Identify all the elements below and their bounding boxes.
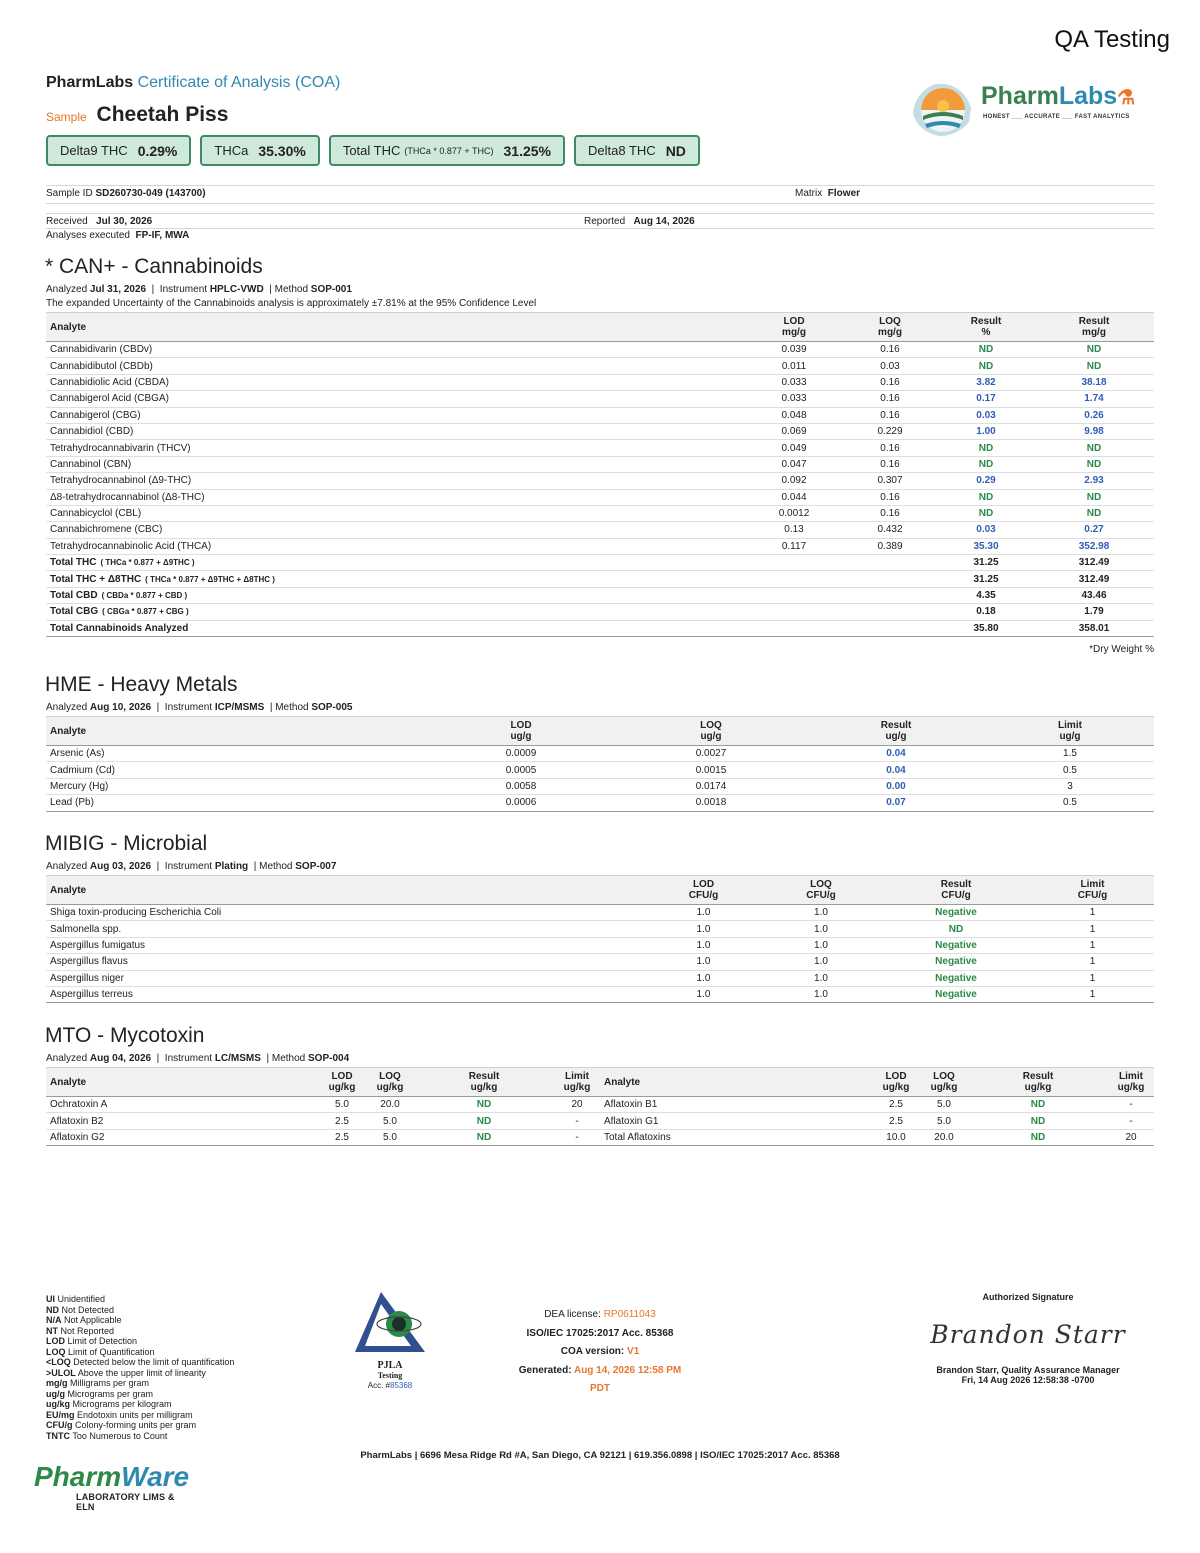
cannabinoids-meta: Analyzed Jul 31, 2026 | Instrument HPLC-VWD | Method SOP-001 [46,284,352,295]
flask-icon: ⚗ [1117,87,1136,109]
heavy-metals-title: HME - Heavy Metals [45,673,238,696]
signature-heading: Authorized Signature [982,1292,1074,1302]
table-row: Cannabidiolic Acid (CBDA) 0.033 0.16 3.82 38.18 [46,374,1154,390]
table-row: Cannabicyclol (CBL) 0.0012 0.16 ND ND [46,505,1154,521]
legend-item: EU/mg Endotoxin units per milligram [46,1409,193,1420]
analyses-row: Analyses executed FP-IF, MWA [46,230,190,241]
qa-testing-label: QA Testing [1054,26,1170,53]
table-row: Aflatoxin G2 2.5 5.0 ND - Total Aflatoxins 10.0 20.0 ND 20 [46,1129,1154,1145]
mycotoxin-table: Analyte LOD ug/kg LOQ ug/kg Result ug/kg Limit ug/kg Analyte LOD ug/kg LOQ ug/kg Result ug/kg Limit ug/kg Ochratoxin A 5.0 20.0 ND 20 Aflatoxin B1 2.5 5.0 ND - Aflatoxin B2 2.5 5.0 ND - Aflatoxin G1 2.5 5.0 ND - Aflatoxin G2 2.5 5.0 ND - Total Aflatoxins 10.0 20.0 ND 20 [46,1067,1154,1146]
certification-block [470,1306,730,1399]
table-row: Cannabinol (CBN) 0.047 0.16 ND ND [46,456,1154,472]
total-row: Total THC + Δ8THC ( THCa * 0.877 + Δ9THC + Δ8THC ) 31.25 312.49 [46,571,1154,587]
total-row: Total CBD ( CBDa * 0.877 + CBD ) 4.35 43.46 [46,587,1154,603]
page-title [46,74,340,92]
table-row: Cadmium (Cd) 0.0005 0.0015 0.04 0.5 [46,762,1154,778]
pjla-acc: Acc. #85368 [367,1381,413,1390]
table-row: Cannabidivarin (CBDv) 0.039 0.16 ND ND [46,342,1154,358]
legend-item: ND Not Detected [46,1304,115,1315]
table-row: Tetrahydrocannabivarin (THCV) 0.049 0.16 ND ND [46,440,1154,456]
heavy-metals-table: Analyte LOD ug/g LOQ ug/g Result ug/g Limit ug/g Arsenic (As) 0.0009 0.0027 0.04 1.5 Cadmium (Cd) 0.0005 0.0015 0.04 0.5 Mercury (Hg) 0.0058 0.0174 0.00 3 Lead (Pb) 0.0006 0.0018 0.07 0.5 [46,716,1154,812]
pharmlabs-seal-icon [905,74,979,140]
table-row: Aspergillus terreus 1.0 1.0 Negative 1 [46,986,1154,1002]
iso-line: ISO/IEC 17025:2017 Acc. 85368 [526,1327,674,1339]
table-row: Cannabidibutol (CBDb) 0.011 0.03 ND ND [46,358,1154,374]
microbial-table: Analyte LOD CFU/g LOQ CFU/g Result CFU/g Limit CFU/g Shiga toxin-producing Escherichia Coli 1.0 1.0 Negative 1 Salmonella spp. 1.0 1.0 ND 1 Aspergillus fumigatus 1.0 1.0 Negative 1 Aspergillus flavus 1.0 1.0 Negative 1 Aspergillus niger 1.0 1.0 Negative 1 Aspergillus terreus 1.0 1.0 Negative 1 [46,875,1154,1003]
legend-item: CFU/g Colony-forming units per gram [46,1420,197,1430]
legend-item: >ULOL Above the upper limit of linearity [46,1367,206,1378]
table-row: Mercury (Hg) 0.0058 0.0174 0.00 3 [46,778,1154,794]
table-row: Tetrahydrocannabinol (Δ9-THC) 0.092 0.307 0.29 2.93 [46,473,1154,489]
sample-name: Cheetah Piss [96,103,229,126]
table-row: Cannabigerol (CBG) 0.048 0.16 0.03 0.26 [46,407,1154,423]
pjla-logo-icon [351,1290,429,1356]
total-row: Total THC ( THCa * 0.877 + Δ9THC ) 31.25 312.49 [46,555,1154,571]
sample-label: Sample [46,110,87,124]
abbreviation-legend [46,1294,234,1441]
logo-labs: Labs [1058,82,1118,110]
table-row: Tetrahydrocannabinolic Acid (THCA) 0.117 0.389 35.30 352.98 [46,538,1154,554]
total-row: Total CBG ( CBGa * 0.877 + CBG ) 0.18 1.79 [46,604,1154,620]
badge-thca: THCa 35.30% [200,135,319,166]
table-header-row: Analyte LOD mg/g LOQ mg/g Result % Result mg/g [46,313,1154,342]
summary-badges [46,135,700,166]
mycotoxin-meta: Analyzed Aug 04, 2026 | Instrument LC/MSMS | Method SOP-004 [46,1053,350,1064]
mycotoxin-title: MTO - Mycotoxin [45,1024,205,1047]
handwritten-signature: Brandon Starr [930,1320,1126,1349]
sample-title [46,103,228,127]
table-row: Aspergillus fumigatus 1.0 1.0 Negative 1 [46,937,1154,953]
signer-name: Brandon Starr, Quality Assurance Manager [936,1365,1120,1375]
badge-total-thc: Total THC (THCa * 0.877 + THC) 31.25% [329,135,565,166]
table-row: Ochratoxin A 5.0 20.0 ND 20 Aflatoxin B1 2.5 5.0 ND - [46,1097,1154,1113]
table-row: Aflatoxin B2 2.5 5.0 ND - Aflatoxin G1 2.5 5.0 ND - [46,1113,1154,1129]
badge-delta8-thc: Delta8 THC ND [574,135,700,166]
table-row: Aspergillus flavus 1.0 1.0 Negative 1 [46,954,1154,970]
cannabinoids-title: * CAN+ - Cannabinoids [45,255,263,278]
generated-tz: PDT [590,1383,610,1394]
heavy-metals-meta: Analyzed Aug 10, 2026 | Instrument ICP/MSMS | Method SOP-005 [46,702,353,713]
table-row: Cannabigerol Acid (CBGA) 0.033 0.16 0.17 1.74 [46,391,1154,407]
table-row: Arsenic (As) 0.0009 0.0027 0.04 1.5 [46,746,1154,762]
logo-tagline: HONEST ___ ACCURATE ___ FAST ANALYTICS [983,114,1130,120]
logo-pharm: Pharm [981,82,1059,110]
table-row: Salmonella spp. 1.0 1.0 ND 1 [46,921,1154,937]
table-row: Δ8-tetrahydrocannabinol (Δ8-THC) 0.044 0.16 ND ND [46,489,1154,505]
table-row: Cannabichromene (CBC) 0.13 0.432 0.03 0.27 [46,522,1154,538]
legend-item: UI Unidentified [46,1294,106,1304]
table-row: Aspergillus niger 1.0 1.0 Negative 1 [46,970,1154,986]
pjla-label: PJLA [377,1360,403,1371]
coa-version: COA version: V1 [560,1346,640,1357]
signature-datetime: Fri, 14 Aug 2026 12:58:38 -0700 [961,1375,1095,1385]
legend-item: NT Not Reported [46,1325,115,1336]
legend-item: LOD Limit of Detection [46,1336,138,1346]
coa-title: Certificate of Analysis (COA) [137,74,341,91]
legend-item: ug/kg Micrograms per kilogram [46,1399,172,1409]
pjla-testing: Testing [377,1371,403,1380]
legend-item: <LOQ Detected below the limit of quantification [46,1357,235,1367]
pjla-accreditation [350,1290,430,1392]
signature-block [920,1292,1136,1385]
badge-delta9-thc: Delta9 THC 0.29% [46,135,191,166]
pharmware-logo: PharmWare LABORATORY LIMS & ELN [34,1461,190,1512]
company-name: PharmLabs [46,74,134,91]
sample-id-row: Sample ID SD260730-049 (143700) Matrix Flower [46,188,861,199]
legend-item: mg/g Milligrams per gram [46,1378,150,1388]
table-row: Cannabidiol (CBD) 0.069 0.229 1.00 9.98 [46,423,1154,439]
pharmlabs-logo [905,74,1155,140]
cannabinoids-table [46,312,1154,637]
microbial-title: MIBIG - Microbial [45,832,208,855]
microbial-meta: Analyzed Aug 03, 2026 | Instrument Plating | Method SOP-007 [46,861,337,872]
legend-item: LOQ Limit of Quantification [46,1346,155,1357]
uncertainty-note: The expanded Uncertainty of the Cannabinoids analysis is approximately ±7.81% at the 95% Confidence Level [46,298,537,309]
received-row: Received Jul 30, 2026 Reported Aug 14, 2026 [46,216,695,227]
footer-address: PharmLabs | 6696 Mesa Ridge Rd #A, San Diego, CA 92121 | 619.356.0898 | ISO/IEC 17025:2017 Acc. 85368 [360,1450,840,1461]
legend-item: N/A Not Applicable [46,1315,122,1325]
legend-item: TNTC Too Numerous to Count [46,1430,168,1441]
generated-line: Generated: Aug 14, 2026 12:58 PM [518,1364,682,1376]
table-row: Shiga toxin-producing Escherichia Coli 1.0 1.0 Negative 1 [46,905,1154,921]
dea-license: DEA license: RP0611043 [544,1309,656,1320]
total-row: Total Cannabinoids Analyzed 35.80 358.01 [46,620,1154,636]
table-row: Lead (Pb) 0.0006 0.0018 0.07 0.5 [46,795,1154,811]
legend-item: ug/g Micrograms per gram [46,1388,154,1399]
dry-weight-note: *Dry Weight % [1089,644,1154,655]
